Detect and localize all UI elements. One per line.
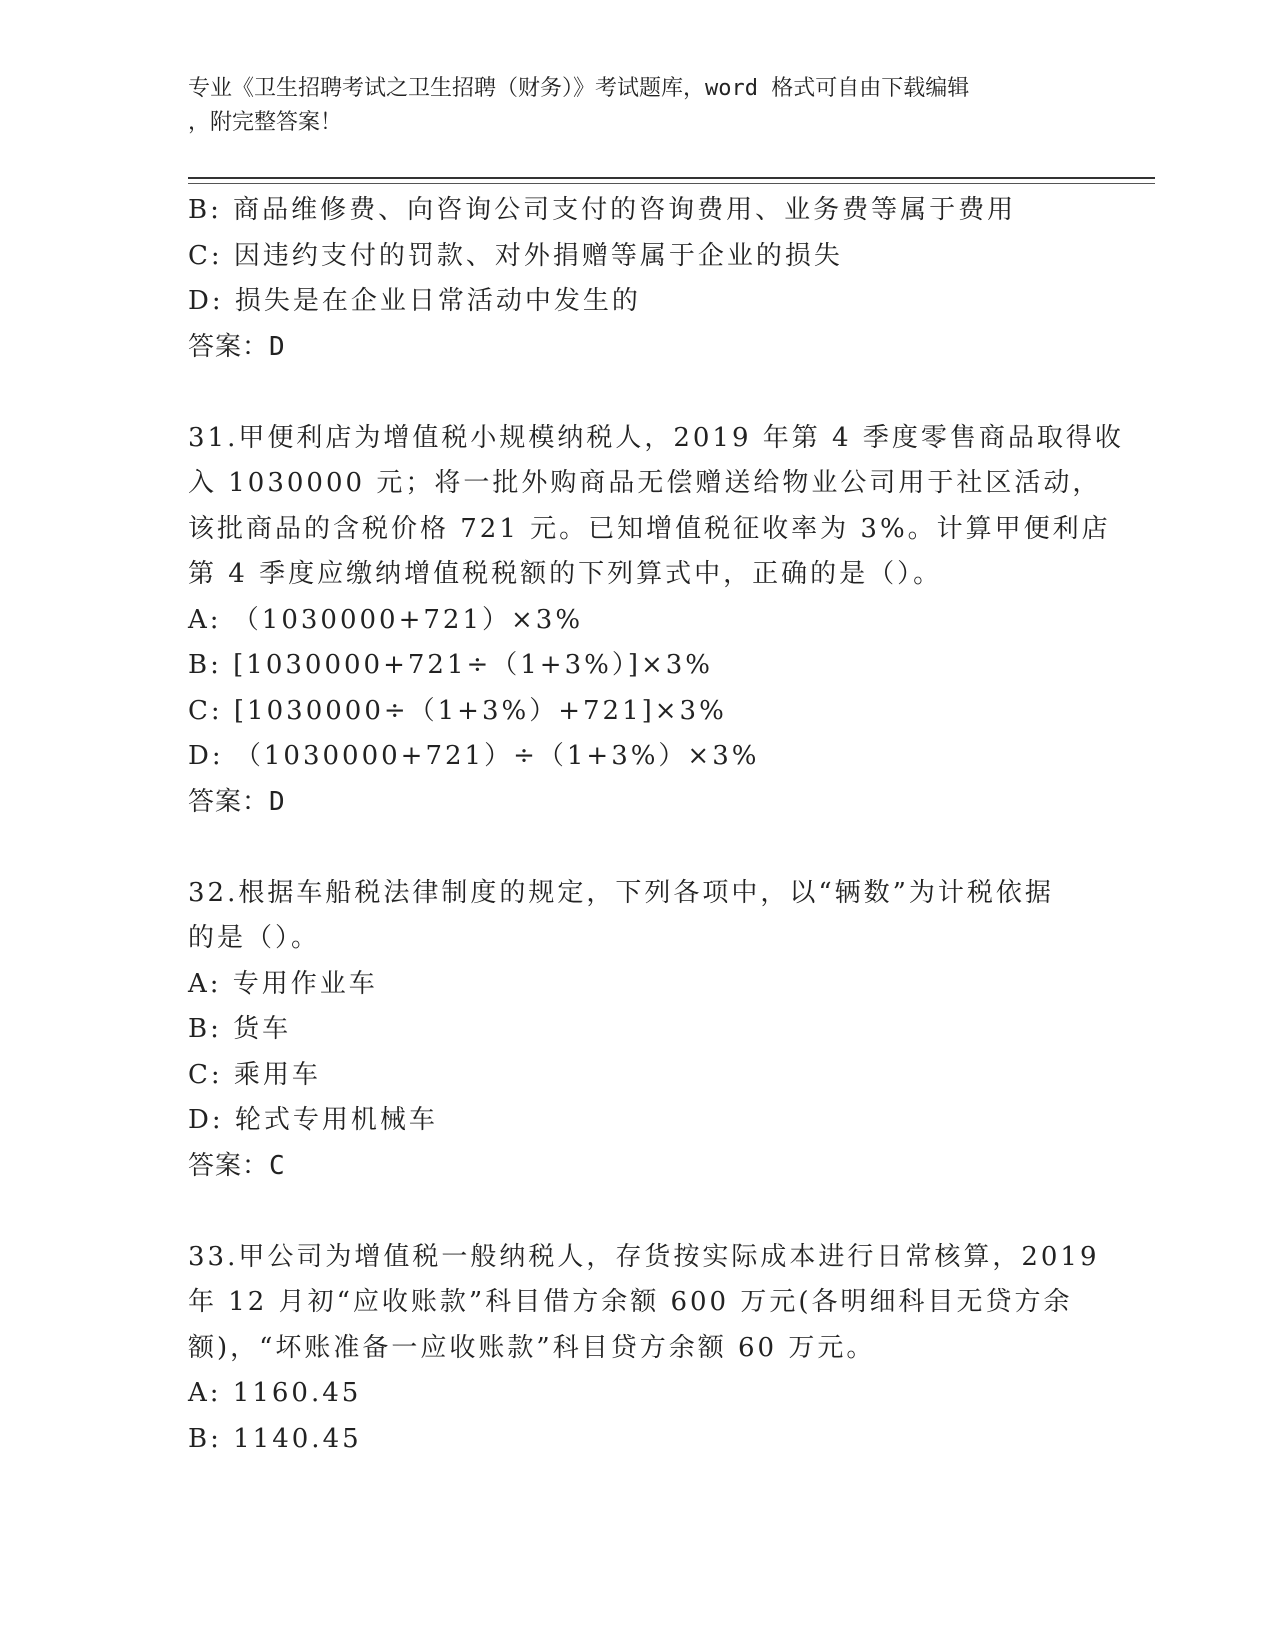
question-31 [188, 416, 1124, 826]
question-stem-line: 入 1030000 元；将一批外购商品无偿赠送给物业公司用于社区活动， [188, 468, 1102, 498]
header-rule-thick [188, 177, 1155, 179]
question-stem-line: 32.根据车船税法律制度的规定，下列各项中，以“辆数”为计税依据 [188, 877, 1054, 908]
option-c: C: 乘用车 [188, 1059, 321, 1090]
option-a: A: 专用作业车 [188, 968, 378, 999]
option-b: B: 货车 [188, 1014, 292, 1044]
spacer [188, 370, 1088, 416]
question-30-tail [188, 188, 1088, 370]
option-b: B: 1140.45 [188, 1423, 362, 1454]
page-header [188, 72, 1068, 140]
question-stem-line: 31.甲便利店为增值税小规模纳税人，2019 年第 4 季度零售商品取得收 [188, 422, 1124, 453]
question-list [188, 188, 1124, 1462]
option-d: D: 损失是在企业日常活动中发生的 [188, 286, 641, 316]
answer-line: 答案：D [188, 786, 286, 817]
question-stem-line: 第 4 季度应缴纳增值税税额的下列算式中，正确的是（）。 [188, 559, 943, 589]
header-title-line-2: ，附完整答案！ [188, 110, 343, 135]
question-stem-line: 的是（）。 [188, 923, 321, 953]
question-stem-line: 33.甲公司为增值税一般纳税人，存货按实际成本进行日常核算，2019 [188, 1241, 1100, 1272]
answer-line: 答案：D [188, 331, 286, 362]
question-stem-line: 年 12 月初“应收账款”科目借方余额 600 万元(各明细科目无贷方余 [188, 1287, 1073, 1317]
option-b: B: 商品维修费、向咨询公司支付的咨询费用、业务费等属于费用 [188, 195, 1017, 225]
question-33 [188, 1235, 1100, 1463]
answer-line: 答案：C [188, 1150, 286, 1181]
header-rule-thin [188, 183, 1155, 184]
question-stem-line: 该批商品的含税价格 721 元。已知增值税征收率为 3%。计算甲便利店 [188, 513, 1111, 544]
option-c: C: 因违约支付的罚款、对外捐赠等属于企业的损失 [188, 240, 843, 271]
question-32 [188, 871, 1088, 1190]
option-a: A: 1160.45 [188, 1378, 362, 1408]
spacer [188, 1189, 1088, 1235]
option-c: C: [1030000÷（1+3%）+721]×3% [188, 695, 727, 726]
option-d: D: 轮式专用机械车 [188, 1105, 438, 1135]
option-b: B: [1030000+721÷（1+3%）]×3% [188, 650, 714, 680]
question-stem-line: 额)，“坏账准备一应收账款”科目贷方余额 60 万元。 [188, 1332, 876, 1363]
spacer [188, 825, 1088, 871]
option-d: D: （1030000+721）÷（1+3%）×3% [188, 741, 760, 771]
header-title-line-1: 专业《卫生招聘考试之卫生招聘（财务）》考试题库，word 格式可自由下载编辑 [188, 76, 970, 101]
option-a: A: （1030000+721）×3% [188, 604, 584, 635]
